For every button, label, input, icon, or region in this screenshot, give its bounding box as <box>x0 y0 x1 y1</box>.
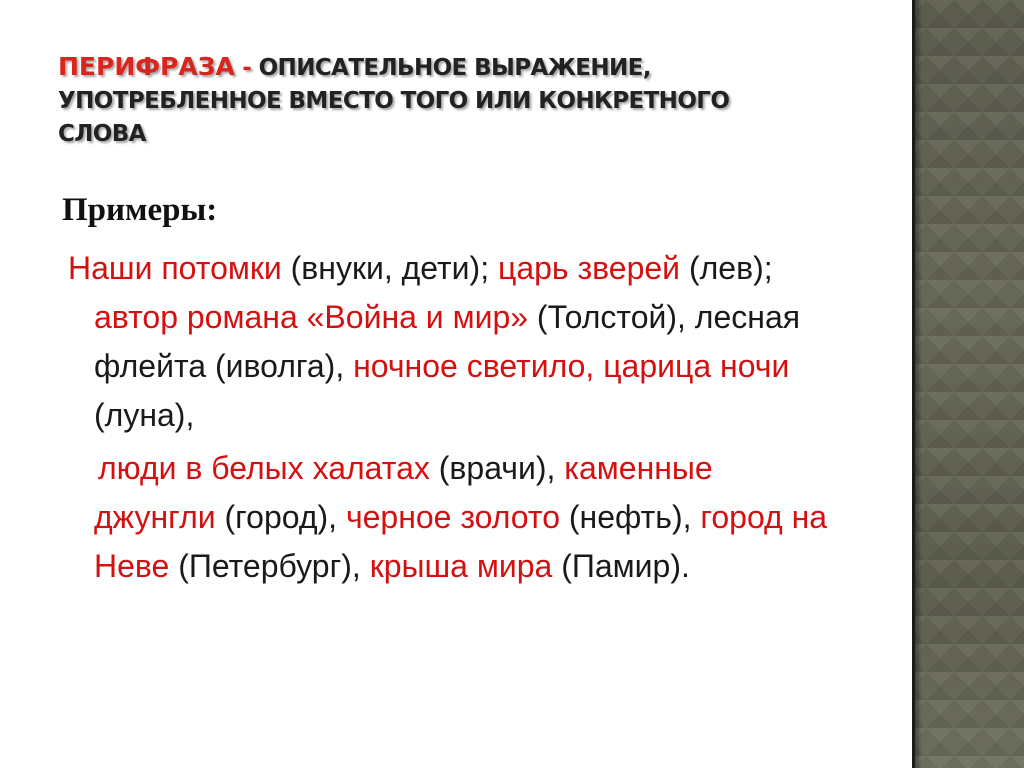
examples-paragraph-2 <box>60 444 840 591</box>
title-definition: ОПИСАТЕЛЬНОЕ ВЫРАЖЕНИЕ, УПОТРЕБЛЕННОЕ ВМЕСТО ТОГО ИЛИ КОНКРЕТНОГО СЛОВА <box>58 55 730 147</box>
example-meaning: (внуки, дети); <box>290 250 498 286</box>
example-phrase: Наши потомки <box>68 250 291 286</box>
examples-body <box>60 244 840 591</box>
title-term: ПЕРИФРАЗА <box>58 52 235 81</box>
side-panel-edge <box>912 0 915 768</box>
example-phrase: люди в белых халатах <box>98 450 439 486</box>
example-phrase: черное золото <box>345 499 560 535</box>
example-phrase: каменные джунгли <box>94 450 713 535</box>
examples-label: Примеры: <box>62 192 218 228</box>
slide-title <box>58 50 818 151</box>
example-meaning: (лев); <box>680 250 773 286</box>
examples-paragraph-1 <box>60 244 840 440</box>
example-phrase: город на Неве <box>94 499 828 584</box>
title-dash: - <box>234 55 259 81</box>
decorative-side-panel <box>912 0 1024 768</box>
example-phrase: автор романа «Война и мир» <box>94 299 529 335</box>
example-meaning: (Петербург), <box>169 548 370 584</box>
example-meaning: (Толстой), лесная флейта (иволга), <box>94 299 801 384</box>
example-phrase: царь зверей <box>497 250 681 286</box>
example-meaning: (луна), <box>94 397 195 433</box>
example-meaning: (врачи), <box>438 450 565 486</box>
example-meaning: (город), <box>215 499 346 535</box>
example-meaning: (Памир). <box>552 548 690 584</box>
example-meaning: (нефть), <box>559 499 701 535</box>
example-phrase: ночное светило, царица ночи <box>353 348 790 384</box>
example-phrase: крыша мира <box>369 548 553 584</box>
